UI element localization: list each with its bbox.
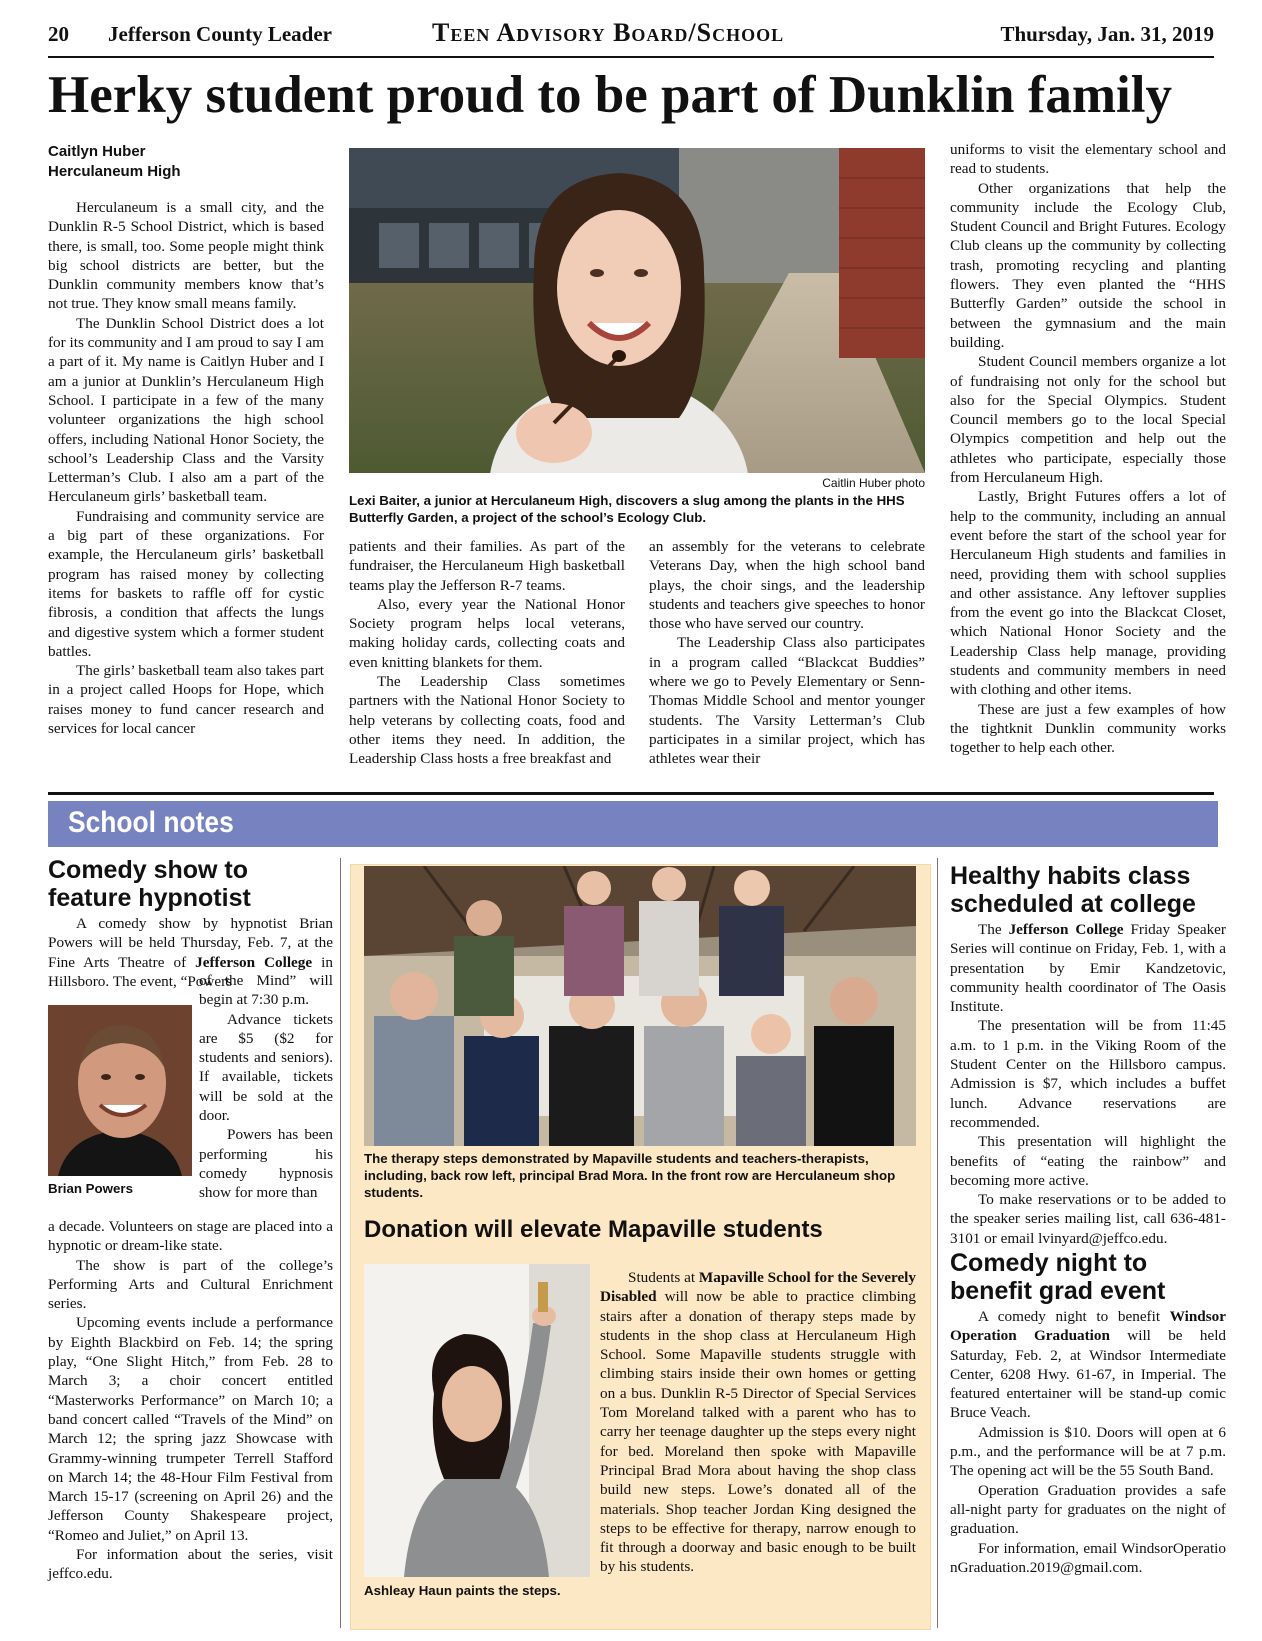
column-rule — [340, 858, 341, 1628]
paragraph: To make reservations or to be added to the speaker series mailing list, call 636-481-3101 or email lvinyard@jeffco.edu. — [950, 1191, 1226, 1247]
paragraph: Also, every year the National Honor Society program helps local veterans, making holiday cards, collecting coats and even knitting blankets for them. — [349, 595, 625, 671]
section-divider — [48, 792, 1214, 795]
comedy-show-body — [48, 1217, 333, 1584]
paragraph: The show is part of the college’s Performing Arts and Cultural Enrichment series. — [48, 1256, 333, 1313]
therapy-steps-photo — [364, 866, 916, 1146]
article-column-2 — [349, 537, 625, 769]
bold-text: Windsor Operation Graduation — [950, 1308, 1226, 1345]
column-rule — [937, 858, 938, 1628]
main-photo — [349, 148, 925, 473]
paragraph: Upcoming events include a performance by Eighth Blackbird on Feb. 14; the spring play, “One Slight Hitch,” from Feb. 28 to March 3; a choir concert entitled “Masterworks Performance” on March 10; a band concert called “Travels of the Mind” on March 12; the spring jazz Showcase with Grammy-winning trumpeter Terrell Stafford on March 14; the 48-Hour Film Festival from March 15-17 (screening on April 26) and the Jefferson County Shakespeare project, “Romeo and Juliet,” on April 13. — [48, 1314, 333, 1544]
paragraph: Operation Graduation provides a safe all-night party for graduates on the night of graduation. — [950, 1481, 1226, 1538]
text-run: will now be able to practice climbing stairs after a donation of therapy steps made by students in the shop class at Herculaneum High School. Some Mapaville students struggle with climbing stairs inside their own homes or getting on a bus. Dunklin R-5 Director of Special Services Tom Moreland talked with a parent who has to carry her teenage daughter up the steps every night for bed. Moreland then spoke with Mapaville Principal Brad Mora about having the shop class build new steps. Lowe’s donated all of the materials. Shop teacher Jordan King designed the steps to be effective for therapy, narrow enough to fit through a doorway and basic enough to be built by his students. — [600, 1288, 916, 1576]
bold-text: Mapaville School for the Severely Disabled — [600, 1269, 916, 1306]
bold-text: Jefferson College — [195, 953, 313, 971]
paragraph: of the Mind” will begin at 7:30 p.m. — [199, 972, 333, 1009]
paragraph: an assembly for the veterans to celebrate Veterans Day, when the high school band plays, the choir sings, and the leadership students and teachers give speeches to honor those who have served our country. — [649, 538, 925, 633]
paragraph: The Dunklin School District does a lot for its community and I am proud to say I am a part of it. My name is Caitlyn Huber and I am a junior at Dunklin’s Herculaneum High School. I participate in a few of the many volunteer organizations the high school offers, including National Honor Society, the school’s Leadership Class and the Varsity Letterman’s Club. I also am a part of the Herculaneum girls’ basketball team. — [48, 314, 324, 506]
text-run: Friday Speaker Series will continue on Friday, Feb. 1, with a presentation by Emir Kandzetovic, community health coordinator of The Oasis Institute. — [950, 921, 1226, 1016]
ashleay-haun-photo — [364, 1264, 590, 1577]
text-run: Students at — [628, 1269, 699, 1286]
therapy-photo-caption: The therapy steps demonstrated by Mapaville students and teachers-therapists, including, back row left, principal Brad Mora. In the front row are Herculaneum shop students. — [364, 1151, 896, 1200]
paragraph: The Leadership Class also participates in a program called “Blackcat Buddies” where we go to Pevely Elementary or Senn-Thomas Middle School and mentor younger students. The Varsity Letterman’s Club participates in a similar project, which has athletes wear their — [649, 634, 925, 768]
article-column-4 — [950, 140, 1226, 758]
article-column-3 — [649, 537, 925, 769]
header-rule — [48, 56, 1214, 58]
text-run: A comedy night to benefit — [978, 1308, 1170, 1325]
paragraph: Lastly, Bright Futures offers a lot of help to the community, including an annual event before the start of the school year for Herculaneum High students and families in need, providing them with school supplies and other assistance. Any leftover supplies from the event go into the Blackcat Closet, which National Honor Society and the Leadership Class help manage, providing students and community members in need with clothing and other items. — [950, 488, 1226, 699]
issue-date: Thursday, Jan. 31, 2019 — [1000, 22, 1214, 46]
section-title: Teen Advisory Board/School — [432, 18, 785, 47]
byline-name: Caitlyn Huber — [48, 143, 146, 160]
page-number: 20 — [48, 22, 69, 46]
paragraph: Student Council members organize a lot of fundraising not only for the school but also for the Special Olympics. Student Council members go to the local Special Olympics competition and help out the athletes who participate, especially those from Herculaneum High. — [950, 353, 1226, 487]
brian-powers-photo — [48, 1005, 192, 1176]
paragraph: These are just a few examples of how the tightknit Dunklin community works together to help each other. — [950, 700, 1226, 757]
text-run: will be held Saturday, Feb. 2, at Windsor Intermediate Center, 6208 Hwy. 61-67, in Imperial. The featured entertainer will be stand-up comic Bruce Veach. — [950, 1327, 1227, 1422]
paragraph: a decade. Volunteers on stage are placed into a hypnotic or dream-like state. — [48, 1218, 333, 1255]
ashleay-haun-caption: Ashleay Haun paints the steps. — [364, 1583, 561, 1598]
comedy-show-headline: Comedy show to feature hypnotist — [48, 856, 251, 912]
byline-school: Herculaneum High — [48, 163, 181, 180]
paragraph: The Leadership Class sometimes partners with the National Honor Society to help veterans by collecting coats, food and other items they need. In addition, the Leadership Class hosts a free breakfast and — [349, 673, 625, 768]
paragraph: Powers has been performing his comedy hypnosis show for more than — [199, 1126, 333, 1202]
comedy-night-headline: Comedy night to benefit grad event — [950, 1249, 1166, 1305]
comedy-show-wrap — [199, 971, 333, 1203]
text-run: The — [978, 921, 1009, 938]
article-column-1 — [48, 198, 324, 738]
paragraph: Fundraising and community service are a big part of these organizations. For example, the Herculaneum girls’ basketball program has raised money by collecting items for baskets to raffle off for cystic fibrosis, a condition that affects the lungs and digestive system which a former student battles. — [48, 507, 324, 660]
paragraph: For information about the series, visit jeffco.edu. — [48, 1546, 333, 1583]
main-headline: Herky student proud to be part of Dunklin family — [48, 66, 1172, 124]
photo-caption: Lexi Baiter, a junior at Herculaneum High, discovers a slug among the plants in the HHS Butterfly Garden, a project of the school’s Ecology Club. — [349, 493, 905, 525]
paragraph: patients and their families. As part of the fundraiser, the Herculaneum High basketball teams play the Jefferson R-7 teams. — [349, 538, 625, 594]
healthy-habits-body — [950, 920, 1226, 1248]
photo-credit: Caitlin Huber photo — [822, 476, 925, 490]
paragraph: Herculaneum is a small city, and the Dunklin R-5 School District, which is based there, is small, too. Some people might think big school districts are better, but the Dunklin community members know that’s not true. They know small means family. — [48, 199, 324, 313]
brian-powers-caption: Brian Powers — [48, 1181, 133, 1196]
paper-name: Jefferson County Leader — [108, 22, 332, 46]
paragraph: The girls’ basketball team also takes part in a project called Hoops for Hope, which raises money to fund cancer research and services for local cancer — [48, 662, 324, 738]
paragraph: This presentation will highlight the benefits of “eating the rainbow” and becoming more active. — [950, 1133, 1226, 1189]
donation-body — [600, 1268, 916, 1577]
paragraph: Other organizations that help the community include the Ecology Club, Student Council and Bright Futures. Ecology Club cleans up the community by collecting trash, promoting recycling and planting flowers. They even planted the “HHS Butterfly Garden” outside the school in between the gymnasium and the main building. — [950, 179, 1226, 351]
text-run: in Hillsboro. The event, “Powers — [48, 953, 333, 990]
paragraph: For information, email WindsorOperationGraduation.2019@gmail.com. — [950, 1539, 1226, 1576]
paragraph: uniforms to visit the elementary school and read to students. — [950, 141, 1226, 178]
school-notes-banner — [48, 801, 1218, 847]
text-run: A comedy show by hypnotist Brian Powers will be held Thursday, Feb. 7, at the Fine Arts Theatre of — [48, 915, 333, 971]
donation-headline: Donation will elevate Mapaville students — [364, 1216, 823, 1243]
paragraph: Advance tickets are $5 ($2 for students and seniors). If available, tickets will be sold at the door. — [199, 1010, 333, 1125]
comedy-night-body — [950, 1307, 1226, 1577]
paragraph: The presentation will be from 11:45 a.m. to 1 p.m. in the Viking Room of the Student Center on the Hillsboro campus. Admission is $7, which includes a buffet lunch. Advance reservations are recommended. — [950, 1017, 1226, 1131]
healthy-habits-headline: Healthy habits class scheduled at college — [950, 862, 1196, 918]
school-notes-title: School notes — [68, 806, 234, 839]
byline — [48, 142, 308, 182]
paragraph: Admission is $10. Doors will open at 6 p.m., and the performance will be at 7 p.m. The opening act will be the 55 South Band. — [950, 1423, 1226, 1480]
bold-text: Jefferson College — [1008, 921, 1124, 938]
